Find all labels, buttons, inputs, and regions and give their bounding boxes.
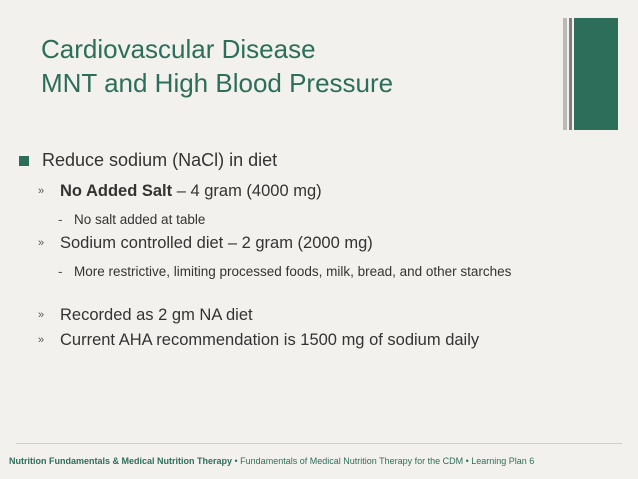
footer-module: Fundamentals of Medical Nutrition Therapy for the CDM xyxy=(240,456,464,466)
sub-bullet-2-text: Sodium controlled diet – 2 gram (2000 mg) xyxy=(60,234,373,252)
footer xyxy=(9,456,534,466)
title-line-1: Cardiovascular Disease xyxy=(41,34,316,64)
sub-bullet-4-text: Current AHA recommendation is 1500 mg of sodium daily xyxy=(60,331,480,349)
sub-bullet-1-bold: No Added Salt xyxy=(60,182,173,200)
sub-bullet-3-text: Recorded as 2 gm NA diet xyxy=(60,306,253,324)
footer-separator-2: • xyxy=(463,456,472,466)
bullet-main-text: Reduce sodium (NaCl) in diet xyxy=(42,150,278,170)
detail-2-text: More restrictive, limiting processed foods, milk, bread, and other starches xyxy=(74,264,512,279)
square-bullet-icon xyxy=(19,156,29,166)
chevron-bullet-icon: » xyxy=(38,237,45,249)
title-line-2: MNT and High Blood Pressure xyxy=(41,68,394,98)
chevron-bullet-icon: » xyxy=(38,185,45,197)
chevron-bullet-icon: » xyxy=(38,309,45,321)
detail-1-text: No salt added at table xyxy=(74,212,206,227)
dash-bullet-icon: - xyxy=(58,264,63,279)
decorative-bar-dark xyxy=(569,18,572,130)
sub-bullet-1-text xyxy=(60,182,322,201)
decorative-bar-light xyxy=(563,18,567,130)
decorative-bar-green xyxy=(574,18,618,130)
footer-course: Nutrition Fundamentals & Medical Nutrition Therapy xyxy=(9,456,233,466)
footer-divider xyxy=(16,443,622,444)
slide-title xyxy=(41,32,393,100)
sub-bullet-1-rest: – 4 gram (4000 mg) xyxy=(172,182,322,200)
dash-bullet-icon: - xyxy=(58,212,63,227)
chevron-bullet-icon: » xyxy=(38,334,45,346)
footer-plan: Learning Plan 6 xyxy=(471,456,535,466)
footer-separator-1: • xyxy=(232,456,241,466)
